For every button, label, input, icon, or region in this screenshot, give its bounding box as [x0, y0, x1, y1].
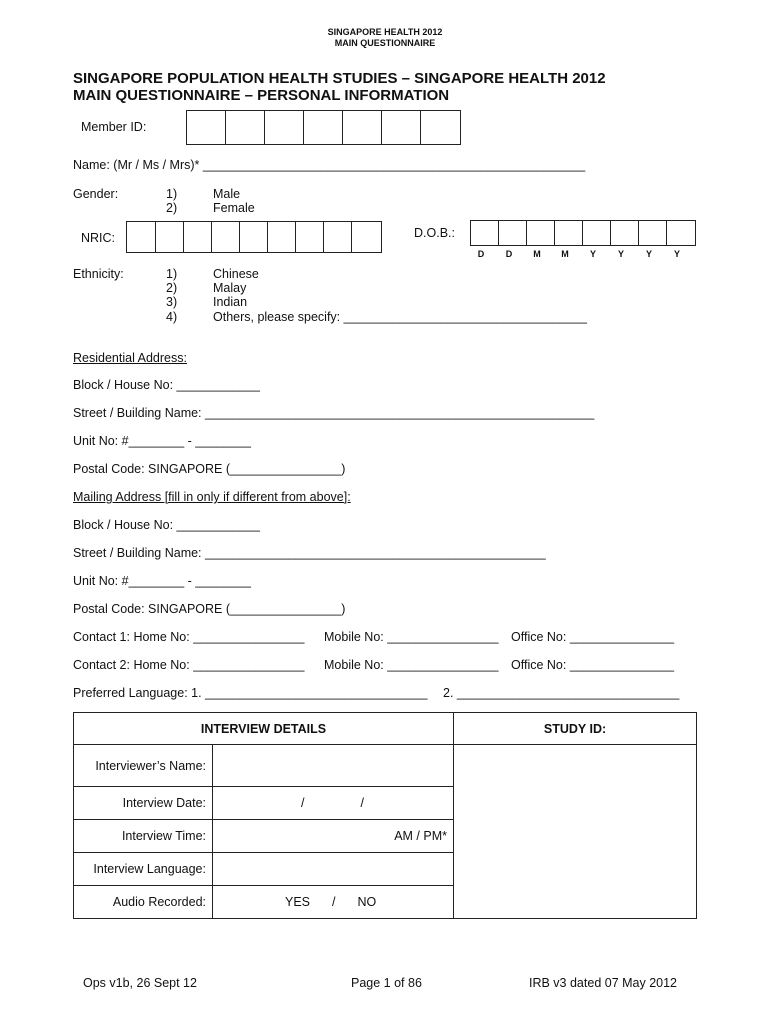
audio-recorded-label: Audio Recorded: — [74, 886, 213, 919]
contact2-home-field[interactable]: Contact 2: Home No: ________________ — [73, 658, 305, 672]
audio-no-option[interactable]: NO — [357, 895, 377, 909]
contact1-home-field[interactable]: Contact 1: Home No: ________________ — [73, 630, 305, 644]
ethnicity-option-malay[interactable]: Malay — [213, 281, 247, 295]
interview-details-heading: INTERVIEW DETAILS — [74, 713, 454, 745]
date-separator: / — [360, 796, 364, 810]
dob-box[interactable] — [583, 221, 611, 245]
running-header-line1: SINGAPORE HEALTH 2012 — [327, 27, 443, 37]
residential-unit-field[interactable]: Unit No: #________ - ________ — [73, 434, 251, 448]
audio-separator: / — [332, 895, 336, 909]
ethnicity-option-indian[interactable]: Indian — [213, 295, 248, 309]
dob-format-month: M — [533, 249, 541, 259]
nric-label: NRIC: — [81, 231, 116, 245]
residential-street-field[interactable]: Street / Building Name: ________________________________________________________ — [73, 406, 595, 420]
nric-box[interactable] — [184, 222, 212, 252]
dob-box[interactable] — [471, 221, 499, 245]
nric-box[interactable] — [156, 222, 184, 252]
name-field[interactable]: Name: (Mr / Ms / Mrs)* _______________________________________________________ — [73, 158, 586, 172]
dob-box[interactable] — [499, 221, 527, 245]
preferred-language-2-field[interactable]: 2. ________________________________ — [443, 686, 680, 700]
gender-option-num: 1) — [166, 187, 178, 201]
audio-recorded-input[interactable] — [213, 886, 454, 919]
gender-option-female[interactable]: Female — [213, 201, 255, 215]
dob-box[interactable] — [527, 221, 555, 245]
contact2-office-field[interactable]: Office No: _______________ — [511, 658, 675, 672]
preferred-language-1-field[interactable]: Preferred Language: 1. ________________________________ — [73, 686, 428, 700]
ethnicity-option-num: 1) — [166, 267, 178, 281]
ethnicity-option-others[interactable]: Others, please specify: ___________________________________ — [213, 310, 587, 324]
member-id-box[interactable] — [421, 111, 460, 144]
dob-box[interactable] — [611, 221, 639, 245]
contact2-mobile-field[interactable]: Mobile No: ________________ — [324, 658, 499, 672]
dob-format-year: Y — [645, 249, 652, 259]
residential-postal-field[interactable]: Postal Code: SINGAPORE (________________) — [73, 462, 346, 476]
dob-box[interactable] — [639, 221, 667, 245]
dob-format-year: Y — [673, 249, 680, 259]
audio-yes-option[interactable]: YES — [285, 895, 311, 909]
footer-irb: IRB v3 dated 07 May 2012 — [529, 976, 678, 990]
dob-box[interactable] — [555, 221, 583, 245]
member-id-label: Member ID: — [81, 120, 147, 134]
interview-date-label: Interview Date: — [74, 787, 213, 820]
member-id-box[interactable] — [265, 111, 304, 144]
dob-format-year: Y — [617, 249, 624, 259]
nric-boxes[interactable] — [126, 221, 382, 253]
nric-box[interactable] — [324, 222, 352, 252]
am-pm-options[interactable]: AM / PM* — [394, 829, 447, 843]
study-id-box[interactable] — [454, 745, 697, 919]
residential-block-field[interactable]: Block / House No: ____________ — [73, 378, 260, 392]
dob-format-day: D — [505, 249, 513, 259]
nric-box[interactable] — [268, 222, 296, 252]
dob-boxes[interactable] — [470, 220, 696, 246]
mailing-postal-field[interactable]: Postal Code: SINGAPORE (________________) — [73, 602, 346, 616]
dob-format-month: M — [561, 249, 569, 259]
running-header-line2: MAIN QUESTIONNAIRE — [334, 38, 436, 48]
contact1-mobile-field[interactable]: Mobile No: ________________ — [324, 630, 499, 644]
nric-box[interactable] — [212, 222, 240, 252]
page-title-line2: MAIN QUESTIONNAIRE – PERSONAL INFORMATION — [73, 87, 450, 104]
member-id-box[interactable] — [226, 111, 265, 144]
interviewer-name-label: Interviewer’s Name: — [74, 745, 213, 787]
gender-option-num: 2) — [166, 201, 178, 215]
date-separator: / — [301, 796, 305, 810]
member-id-box[interactable] — [382, 111, 421, 144]
interview-language-label: Interview Language: — [74, 853, 213, 886]
dob-label: D.O.B.: — [414, 226, 455, 240]
dob-box[interactable] — [667, 221, 695, 245]
interview-date-input[interactable] — [213, 787, 454, 820]
footer-version: Ops v1b, 26 Sept 12 — [83, 976, 197, 990]
interviewer-name-input[interactable] — [213, 745, 454, 787]
nric-box[interactable] — [240, 222, 268, 252]
footer-page-number: Page 1 of 86 — [351, 976, 422, 990]
ethnicity-option-num: 4) — [166, 310, 178, 324]
ethnicity-option-num: 3) — [166, 295, 178, 309]
interview-time-label: Interview Time: — [74, 820, 213, 853]
residential-address-heading: Residential Address: — [73, 351, 187, 365]
study-id-heading: STUDY ID: — [454, 713, 697, 745]
member-id-box[interactable] — [343, 111, 382, 144]
mailing-street-field[interactable]: Street / Building Name: _________________________________________________ — [73, 546, 546, 560]
dob-format-labels — [467, 249, 691, 259]
mailing-address-heading: Mailing Address [fill in only if different from above]: — [73, 490, 351, 504]
page-title-line1: SINGAPORE POPULATION HEALTH STUDIES – SINGAPORE HEALTH 2012 — [73, 70, 606, 87]
nric-box[interactable] — [127, 222, 156, 252]
mailing-unit-field[interactable]: Unit No: #________ - ________ — [73, 574, 251, 588]
ethnicity-option-chinese[interactable]: Chinese — [213, 267, 259, 281]
nric-box[interactable] — [296, 222, 324, 252]
interview-details-table — [73, 712, 697, 919]
gender-label: Gender: — [73, 187, 119, 201]
member-id-box[interactable] — [187, 111, 226, 144]
ethnicity-label: Ethnicity: — [73, 267, 124, 281]
member-id-box[interactable] — [304, 111, 343, 144]
mailing-block-field[interactable]: Block / House No: ____________ — [73, 518, 260, 532]
nric-box[interactable] — [352, 222, 381, 252]
interview-time-input[interactable] — [213, 820, 454, 853]
contact1-office-field[interactable]: Office No: _______________ — [511, 630, 675, 644]
dob-format-year: Y — [589, 249, 596, 259]
ethnicity-option-num: 2) — [166, 281, 178, 295]
gender-option-male[interactable]: Male — [213, 187, 241, 201]
interview-language-input[interactable] — [213, 853, 454, 886]
member-id-boxes[interactable] — [186, 110, 461, 145]
dob-format-day: D — [477, 249, 485, 259]
